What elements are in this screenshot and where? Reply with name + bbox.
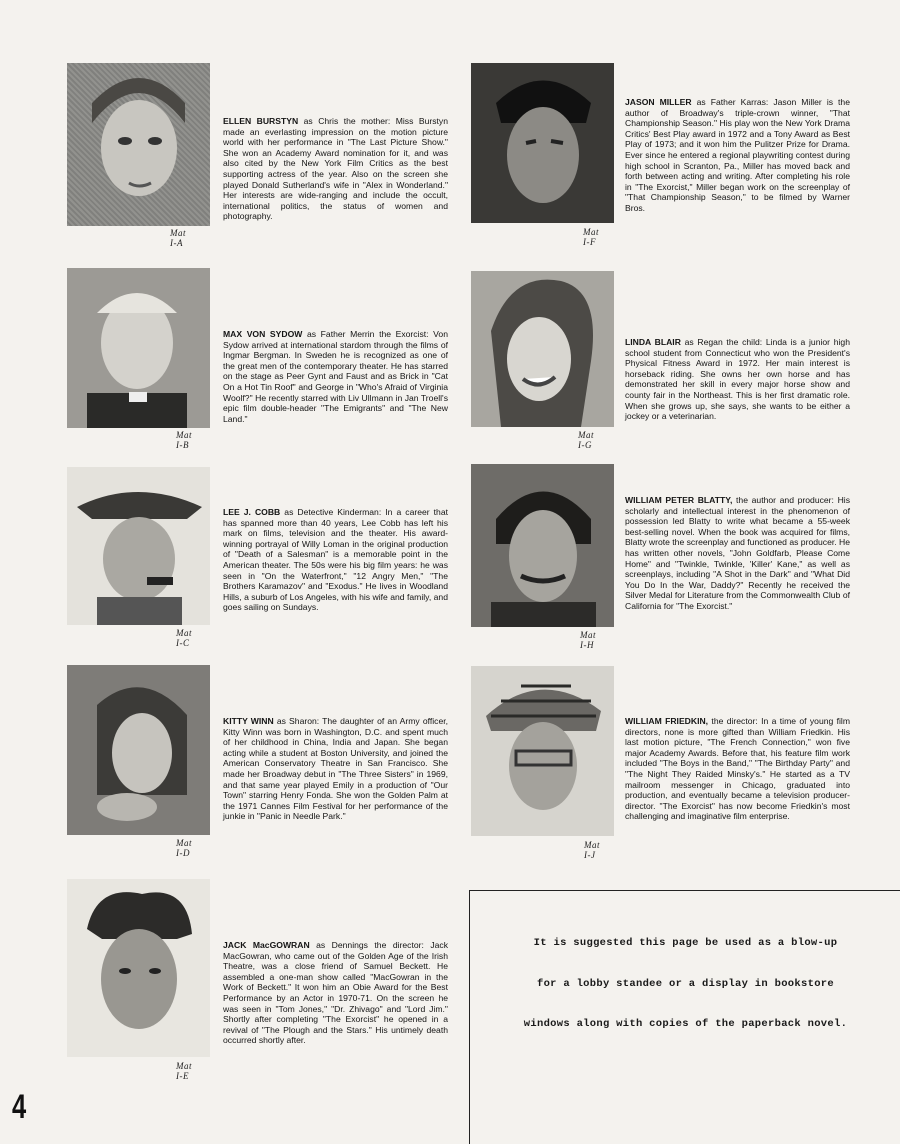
bio-text (223, 116, 448, 222)
portrait-photo (471, 666, 614, 836)
mat-label: Mat I-G (578, 430, 594, 450)
portrait-photo (67, 879, 210, 1057)
cast-name: KITTY WINN (223, 716, 274, 726)
cast-name: MAX VON SYDOW (223, 329, 303, 339)
bio-text (625, 337, 850, 422)
bio-body: as Father Merrin the Exorcist: Von Sydow arrived at international stardom through the films of Ingmar Bergman. In Sweden he is recognized as one of the great men of the contemporary theater. He has starred on the stage as Peer Gynt and Faust and as Brick in "Cat On a Hot Tin Roof" and George in "Who's Afraid of Virginia Woolf?" He recently starred with Liv Ullmann in Jan Troell's epic film double-header "The Emigrants" and "The New Land." (223, 329, 448, 424)
mat-label: Mat I-C (176, 628, 192, 648)
display-suggestion-box (469, 890, 900, 1144)
page-number: 4 (12, 1088, 27, 1126)
bio-text (223, 716, 448, 822)
bio-text (625, 97, 850, 214)
cast-name: JACK MacGOWRAN (223, 940, 310, 950)
portrait-photo (67, 467, 210, 625)
bio-body: the director: In a time of young film directors, none is more gifted than William Friedkin. His last motion picture, "The French Connection," won five major Academy Awards. Before that, his feature film work included "The Boys in the Band," "The Birthday Party" and "The Night They Raided Minsky's." He started as a TV mailroom messenger in Chicago, graduated into production, and eventually became a television producer-director. "The Exorcist" has now become Friedkin's most challenging and imaginative film enterprise. (625, 716, 851, 822)
cast-name: WILLIAM FRIEDKIN, (625, 716, 709, 726)
mat-label: Mat I-F (583, 227, 599, 247)
bio-body: as Dennings the director: Jack MacGowran, who came out of the Golden Age of the Irish Theatre, was a close friend of Samuel Beckett. He assembled a one-man show called "MacGowran in the Work of Beckett." It won him an Obie Award for the Best Performance by an Actor in 1970-71. On the screen he was seen in "Tom Jones," "Dr. Zhivago" and "Lord Jim." Shortly after completing "The Exorcist" he opened in a revival of "The Plough and the Stars." His untimely death occurred shortly after. (223, 940, 448, 1046)
bio-text (223, 940, 448, 1046)
bio-text (223, 329, 448, 424)
portrait-photo (67, 63, 210, 226)
portrait-photo (471, 271, 614, 427)
bio-text (223, 507, 448, 613)
bio-body: as Detective Kinderman: In a career that has spanned more than 40 years, Lee Cobb has left his mark on films, television and the theater. His award-winning portrayal of Willy Loman in the original production of "Death of a Salesman" is a memorable point in the American theater. The 50s were his big film years: he was seen in "On the Waterfront," "12 Angry Men," "The Brothers Karamazov" and "Exodus." He lives in Woodland Hills, a suburb of Los Angeles, with his wife and family, and goes sailing on Sundays. (223, 507, 448, 613)
portrait-photo (471, 63, 614, 223)
portrait-photo (67, 268, 210, 428)
cast-name: JASON MILLER (625, 97, 692, 107)
mat-label: Mat I-D (176, 838, 192, 858)
mat-label: Mat I-E (176, 1061, 192, 1081)
bio-text (625, 716, 850, 822)
mat-label: Mat I-B (176, 430, 192, 450)
bio-body: as Father Karras: Jason Miller is the author of Broadway's triple-crown winner, "That Championship Season." His play won the New York Drama Critics' Best Play award in 1972 and a Tony Award as Best Play of 1973; and it won him the Pulitzer Prize for Drama. Ever since he entered a regional playwriting contest during high school in Scranton, Pa., Miller has moved back and forth between acting and writing. After completing his role in "The Exorcist," Miller began work on the screenplay of "That Championship Season," to be filmed by Warner Bros. (625, 97, 850, 213)
bio-text (625, 495, 850, 612)
bio-body: as Chris the mother: Miss Burstyn made an everlasting impression on the motion picture world with her performance in "The Last Picture Show." She won an Academy Award nomination for it, and was also cited by the New York Film Critics as the best supporting actress of the year. Also on the screen she played Donald Sutherland's wife in "Alex in Wonderland." Her interests are wide-ranging and include the occult, international politics, the status of women and photography. (223, 116, 448, 222)
cast-name: LEE J. COBB (223, 507, 281, 517)
portrait-photo (67, 665, 210, 835)
portrait-photo (471, 464, 614, 627)
mat-label: Mat I-H (580, 630, 596, 650)
cast-name: ELLEN BURSTYN (223, 116, 299, 126)
mat-label: Mat I-A (170, 228, 186, 248)
bio-body: the author and producer: His scholarly and intellectual interest in the phenomenon of possession led Blatty to write what became a 55-week best-selling novel. When the book was acquired for films, Blatty wrote the screenplay and functioned as producer. He has written other novels, "John Goldfarb, Please Come Home" and "Twinkle, Twinkle, 'Killer' Kane," as well as screenplays, including "A Shot in the Dark" and "What Did You Do In the War, Daddy?" Recently he received the Silver Medal for Literature from the Commonwealth Club of California for "The Exorcist." (625, 495, 851, 611)
cast-name: WILLIAM PETER BLATTY, (625, 495, 733, 505)
cast-name: LINDA BLAIR (625, 337, 681, 347)
suggestion-line-3: windows along with copies of the paperback novel. (523, 1018, 848, 1030)
bio-body: as Sharon: The daughter of an Army officer, Kitty Winn was born in Washington, D.C. and spent much of her childhood in China, India and Japan. She began acting while a student at Boston University, and joined the American Conservatory Theatre in San Francisco. She made her Broadway debut in "The Three Sisters" in 1969, and that same year played Emily in a production of "Our Town" starring Henry Fonda. She won the Golden Palm at the 1971 Cannes Film Festival for her performance of the junkie in "Panic in Needle Park." (223, 716, 448, 822)
suggestion-line-2: for a lobby standee or a display in bookstore (536, 978, 835, 990)
suggestion-line-1: It is suggested this page be used as a blow-up (533, 937, 838, 949)
mat-label: Mat I-J (584, 840, 600, 860)
bio-body: as Regan the child: Linda is a junior high school student from Connecticut who won the President's Physical Fitness Award in 1972. Her main interest is horseback riding. She owns her own horse and has demonstrated her skill in every major horse show and county fair in the Northeast. This is her first dramatic role. When she grows up, she says, she wants to be either a jockey or a veterinarian. (625, 337, 850, 422)
